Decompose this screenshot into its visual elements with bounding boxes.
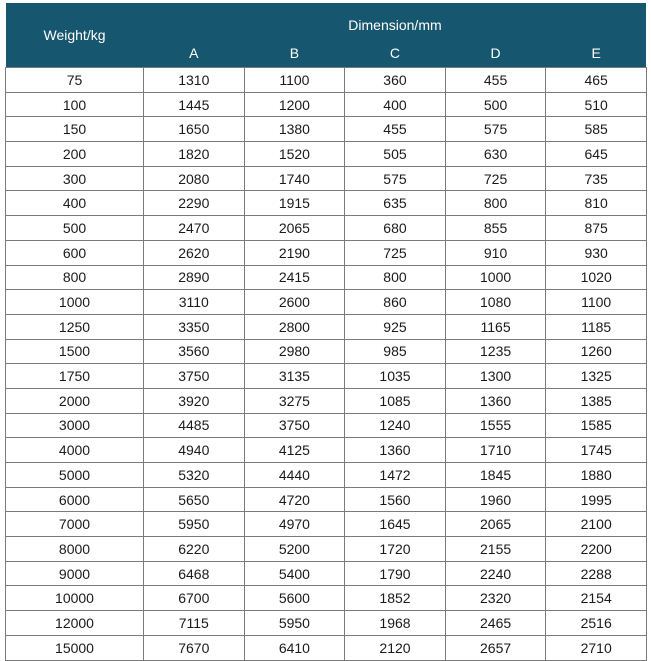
dimension-e-cell: 645 [546,142,647,167]
weight-cell: 100 [6,92,144,117]
table-row [6,364,647,389]
dimension-e-cell: 2200 [546,537,647,562]
table-row [6,635,647,660]
dimension-d-cell: 1165 [445,314,546,339]
dimension-e-cell: 735 [546,166,647,191]
dimension-a-cell: 7670 [144,635,245,660]
dimension-a-cell: 3110 [144,290,245,315]
column-header-e: E [546,36,647,68]
dimension-d-cell: 575 [445,117,546,142]
weight-cell: 7000 [6,512,144,537]
dimension-c-cell: 360 [345,68,446,93]
dimension-b-cell: 5200 [244,537,345,562]
dimension-b-cell: 1520 [244,142,345,167]
table-row [6,92,647,117]
weight-cell: 600 [6,240,144,265]
column-header-c: C [345,36,446,68]
table-row [6,265,647,290]
dimension-d-cell: 1080 [445,290,546,315]
dimension-e-cell: 2100 [546,512,647,537]
dimension-b-cell: 3750 [244,413,345,438]
dimension-e-cell: 1385 [546,388,647,413]
dimension-d-cell: 1300 [445,364,546,389]
dimension-c-cell: 860 [345,290,446,315]
dimension-e-cell: 1995 [546,487,647,512]
dimension-d-cell: 855 [445,216,546,241]
dimension-a-cell: 1650 [144,117,245,142]
dimension-e-cell: 875 [546,216,647,241]
dimension-e-cell: 2710 [546,635,647,660]
dimension-a-cell: 5950 [144,512,245,537]
dimension-b-cell: 4720 [244,487,345,512]
dimension-a-cell: 4485 [144,413,245,438]
header-row-top [6,3,647,36]
table-row [6,142,647,167]
dimension-e-cell: 1185 [546,314,647,339]
table-row [6,166,647,191]
dimension-e-cell: 810 [546,191,647,216]
dimension-b-cell: 2980 [244,339,345,364]
table-row [6,487,647,512]
dimension-c-cell: 400 [345,92,446,117]
dimension-e-cell: 1325 [546,364,647,389]
weight-cell: 1750 [6,364,144,389]
dimension-table [5,3,647,661]
dimension-a-cell: 6700 [144,586,245,611]
dimension-c-cell: 1852 [345,586,446,611]
dimension-b-cell: 2065 [244,216,345,241]
dimension-c-cell: 1720 [345,537,446,562]
dimension-e-cell: 2516 [546,611,647,636]
table-row [6,611,647,636]
dimension-a-cell: 5650 [144,487,245,512]
dimension-a-cell: 2290 [144,191,245,216]
dimension-d-cell: 2320 [445,586,546,611]
dimension-c-cell: 680 [345,216,446,241]
dimension-d-cell: 725 [445,166,546,191]
weight-cell: 400 [6,191,144,216]
weight-cell: 12000 [6,611,144,636]
dimension-c-cell: 1560 [345,487,446,512]
weight-cell: 6000 [6,487,144,512]
column-header-d: D [445,36,546,68]
dimension-e-cell: 2154 [546,586,647,611]
dimension-c-cell: 1035 [345,364,446,389]
dimension-b-cell: 4125 [244,438,345,463]
weight-cell: 5000 [6,463,144,488]
dimension-c-cell: 725 [345,240,446,265]
table-row [6,216,647,241]
dimension-b-cell: 1380 [244,117,345,142]
weight-cell: 300 [6,166,144,191]
dimension-d-cell: 1845 [445,463,546,488]
dimension-e-cell: 465 [546,68,647,93]
dimension-e-cell: 1880 [546,463,647,488]
dimension-a-cell: 2890 [144,265,245,290]
weight-cell: 150 [6,117,144,142]
dimension-group-header: Dimension/mm [144,3,647,36]
dimension-e-cell: 2288 [546,561,647,586]
dimension-c-cell: 1085 [345,388,446,413]
column-header-a: A [144,36,245,68]
dimension-c-cell: 2120 [345,635,446,660]
dimension-a-cell: 6220 [144,537,245,562]
dimension-e-cell: 585 [546,117,647,142]
dimension-e-cell: 1260 [546,339,647,364]
weight-cell: 9000 [6,561,144,586]
weight-cell: 10000 [6,586,144,611]
dimension-d-cell: 910 [445,240,546,265]
dimension-a-cell: 3920 [144,388,245,413]
dimension-d-cell: 1555 [445,413,546,438]
dimension-a-cell: 3750 [144,364,245,389]
table-row [6,413,647,438]
dimension-d-cell: 2657 [445,635,546,660]
dimension-d-cell: 2155 [445,537,546,562]
dimension-c-cell: 635 [345,191,446,216]
dimension-a-cell: 2470 [144,216,245,241]
dimension-a-cell: 6468 [144,561,245,586]
dimension-a-cell: 1445 [144,92,245,117]
dimension-b-cell: 4440 [244,463,345,488]
dimension-b-cell: 5600 [244,586,345,611]
dimension-a-cell: 1820 [144,142,245,167]
table-body [6,68,647,661]
weight-column-header: Weight/kg [6,3,144,68]
weight-cell: 1250 [6,314,144,339]
table-row [6,339,647,364]
dimension-d-cell: 500 [445,92,546,117]
table-row [6,561,647,586]
table-row [6,586,647,611]
dimension-c-cell: 800 [345,265,446,290]
weight-cell: 1500 [6,339,144,364]
dimension-b-cell: 3135 [244,364,345,389]
table-row [6,463,647,488]
dimension-c-cell: 455 [345,117,446,142]
dimension-a-cell: 1310 [144,68,245,93]
table-row [6,117,647,142]
dimension-a-cell: 3350 [144,314,245,339]
dimension-a-cell: 2620 [144,240,245,265]
dimension-b-cell: 1100 [244,68,345,93]
dimension-e-cell: 1100 [546,290,647,315]
dimension-c-cell: 1645 [345,512,446,537]
dimension-d-cell: 2065 [445,512,546,537]
dimension-d-cell: 455 [445,68,546,93]
dimension-b-cell: 2600 [244,290,345,315]
table-row [6,512,647,537]
dimension-c-cell: 575 [345,166,446,191]
table-row [6,68,647,93]
dimension-e-cell: 1020 [546,265,647,290]
weight-cell: 15000 [6,635,144,660]
table-row [6,438,647,463]
dimension-d-cell: 1235 [445,339,546,364]
dimension-d-cell: 1000 [445,265,546,290]
dimension-c-cell: 1790 [345,561,446,586]
dimension-b-cell: 5950 [244,611,345,636]
weight-cell: 75 [6,68,144,93]
table-header [6,3,647,68]
weight-cell: 200 [6,142,144,167]
dimension-b-cell: 2415 [244,265,345,290]
dimension-b-cell: 6410 [244,635,345,660]
weight-cell: 4000 [6,438,144,463]
dimension-b-cell: 1200 [244,92,345,117]
weight-cell: 500 [6,216,144,241]
dimension-e-cell: 1745 [546,438,647,463]
dimension-a-cell: 2080 [144,166,245,191]
dimension-a-cell: 5320 [144,463,245,488]
dimension-c-cell: 1472 [345,463,446,488]
dimension-d-cell: 2465 [445,611,546,636]
dimension-d-cell: 630 [445,142,546,167]
dimension-e-cell: 510 [546,92,647,117]
column-header-b: B [244,36,345,68]
dimension-b-cell: 1740 [244,166,345,191]
table-row [6,290,647,315]
table-row [6,314,647,339]
dimension-d-cell: 2240 [445,561,546,586]
dimension-b-cell: 2800 [244,314,345,339]
dimension-b-cell: 2190 [244,240,345,265]
table-row [6,240,647,265]
dimension-d-cell: 1360 [445,388,546,413]
dimension-b-cell: 1915 [244,191,345,216]
table-row [6,537,647,562]
weight-cell: 8000 [6,537,144,562]
dimension-c-cell: 925 [345,314,446,339]
dimension-a-cell: 7115 [144,611,245,636]
dimension-b-cell: 3275 [244,388,345,413]
dimension-a-cell: 4940 [144,438,245,463]
dimension-c-cell: 1968 [345,611,446,636]
dimension-a-cell: 3560 [144,339,245,364]
dimension-e-cell: 1585 [546,413,647,438]
table-row [6,388,647,413]
table-row [6,191,647,216]
dimension-d-cell: 800 [445,191,546,216]
weight-cell: 2000 [6,388,144,413]
dimension-d-cell: 1960 [445,487,546,512]
dimension-d-cell: 1710 [445,438,546,463]
dimension-e-cell: 930 [546,240,647,265]
weight-cell: 1000 [6,290,144,315]
dimension-b-cell: 5400 [244,561,345,586]
dimension-c-cell: 1240 [345,413,446,438]
dimension-c-cell: 505 [345,142,446,167]
dimension-c-cell: 1360 [345,438,446,463]
dimension-b-cell: 4970 [244,512,345,537]
weight-cell: 3000 [6,413,144,438]
weight-cell: 800 [6,265,144,290]
dimension-c-cell: 985 [345,339,446,364]
